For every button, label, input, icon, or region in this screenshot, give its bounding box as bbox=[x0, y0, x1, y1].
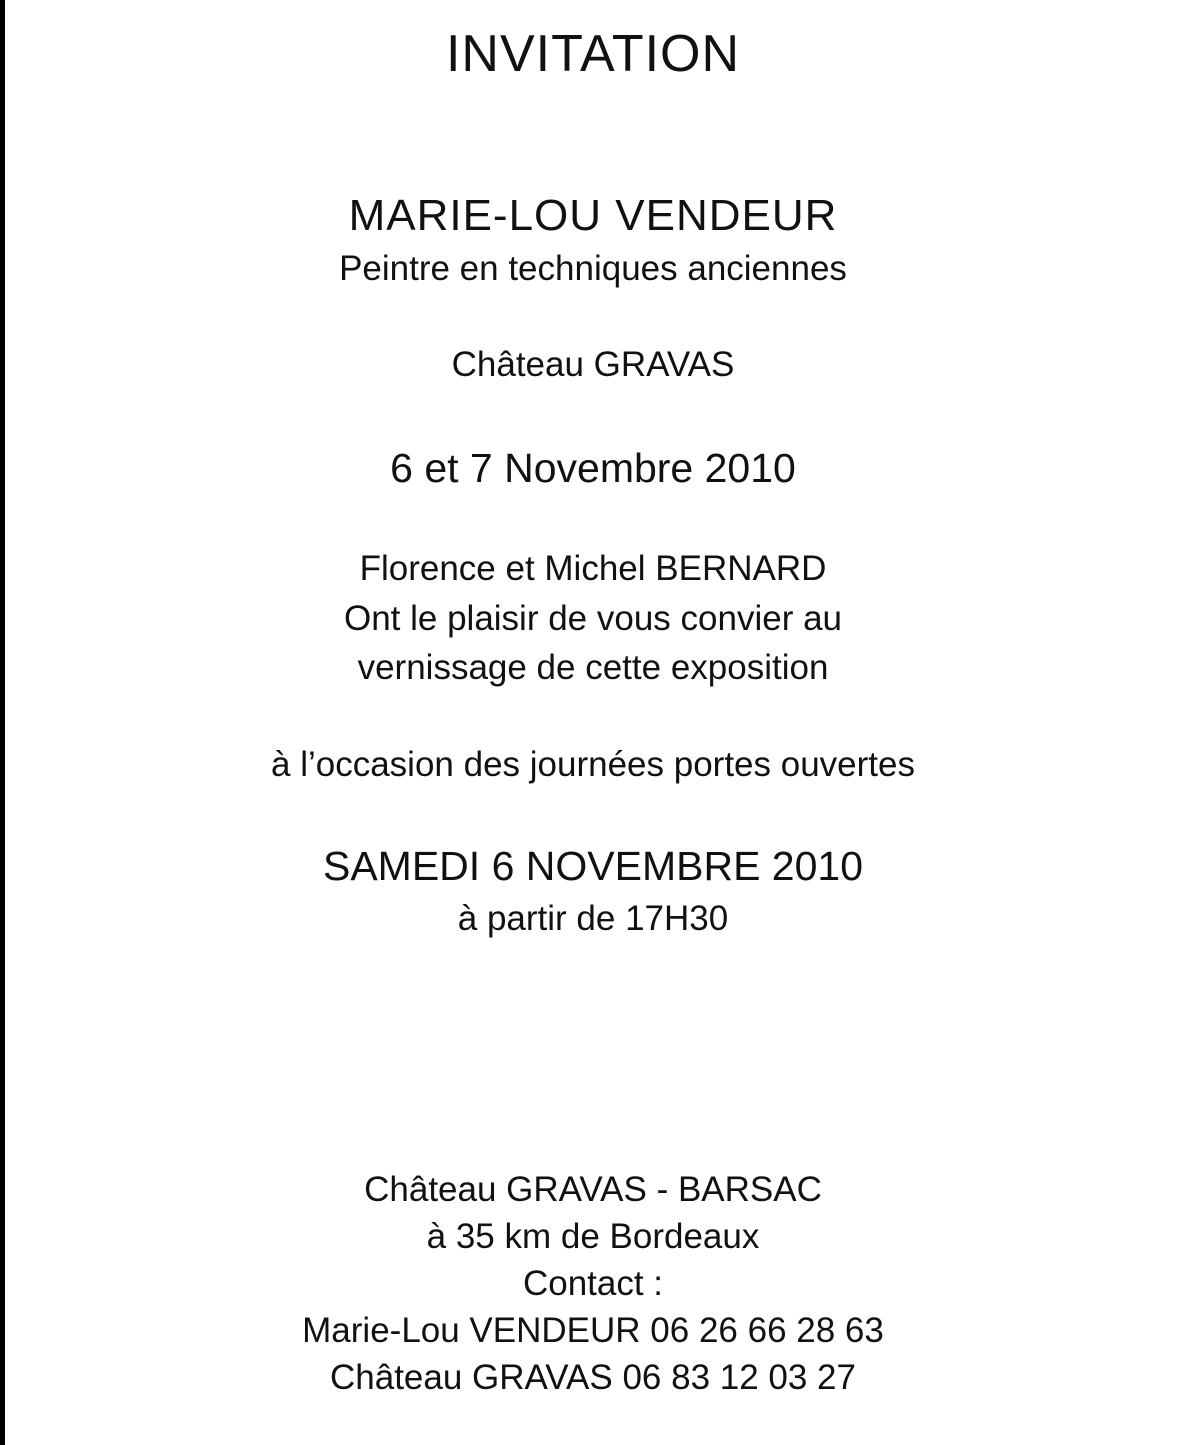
address-line-1: Château GRAVAS - BARSAC bbox=[364, 1170, 822, 1209]
hosts-line-1: Florence et Michel BERNARD bbox=[359, 549, 827, 588]
venue-name: Château GRAVAS bbox=[451, 345, 735, 384]
contact-label: Contact : bbox=[522, 1264, 664, 1303]
contact-marie-lou: Marie-Lou VENDEUR 06 26 66 28 63 bbox=[302, 1311, 884, 1350]
exhibition-dates: 6 et 7 Novembre 2010 bbox=[390, 445, 796, 491]
hosts-line-2: Ont le plaisir de vous convier au bbox=[343, 599, 843, 638]
artist-role: Peintre en techniques anciennes bbox=[339, 249, 847, 288]
hosts-line-3: vernissage de cette exposition bbox=[357, 648, 829, 687]
event-date: SAMEDI 6 NOVEMBRE 2010 bbox=[322, 843, 864, 889]
artist-name: MARIE-LOU VENDEUR bbox=[348, 191, 838, 240]
contact-chateau: Château GRAVAS 06 83 12 03 27 bbox=[329, 1358, 856, 1397]
occasion-line: à l’occasion des journées portes ouvertes bbox=[271, 745, 915, 784]
event-time: à partir de 17H30 bbox=[457, 899, 729, 938]
invitation-title: INVITATION bbox=[445, 25, 741, 83]
address-line-2: à 35 km de Bordeaux bbox=[426, 1217, 760, 1256]
